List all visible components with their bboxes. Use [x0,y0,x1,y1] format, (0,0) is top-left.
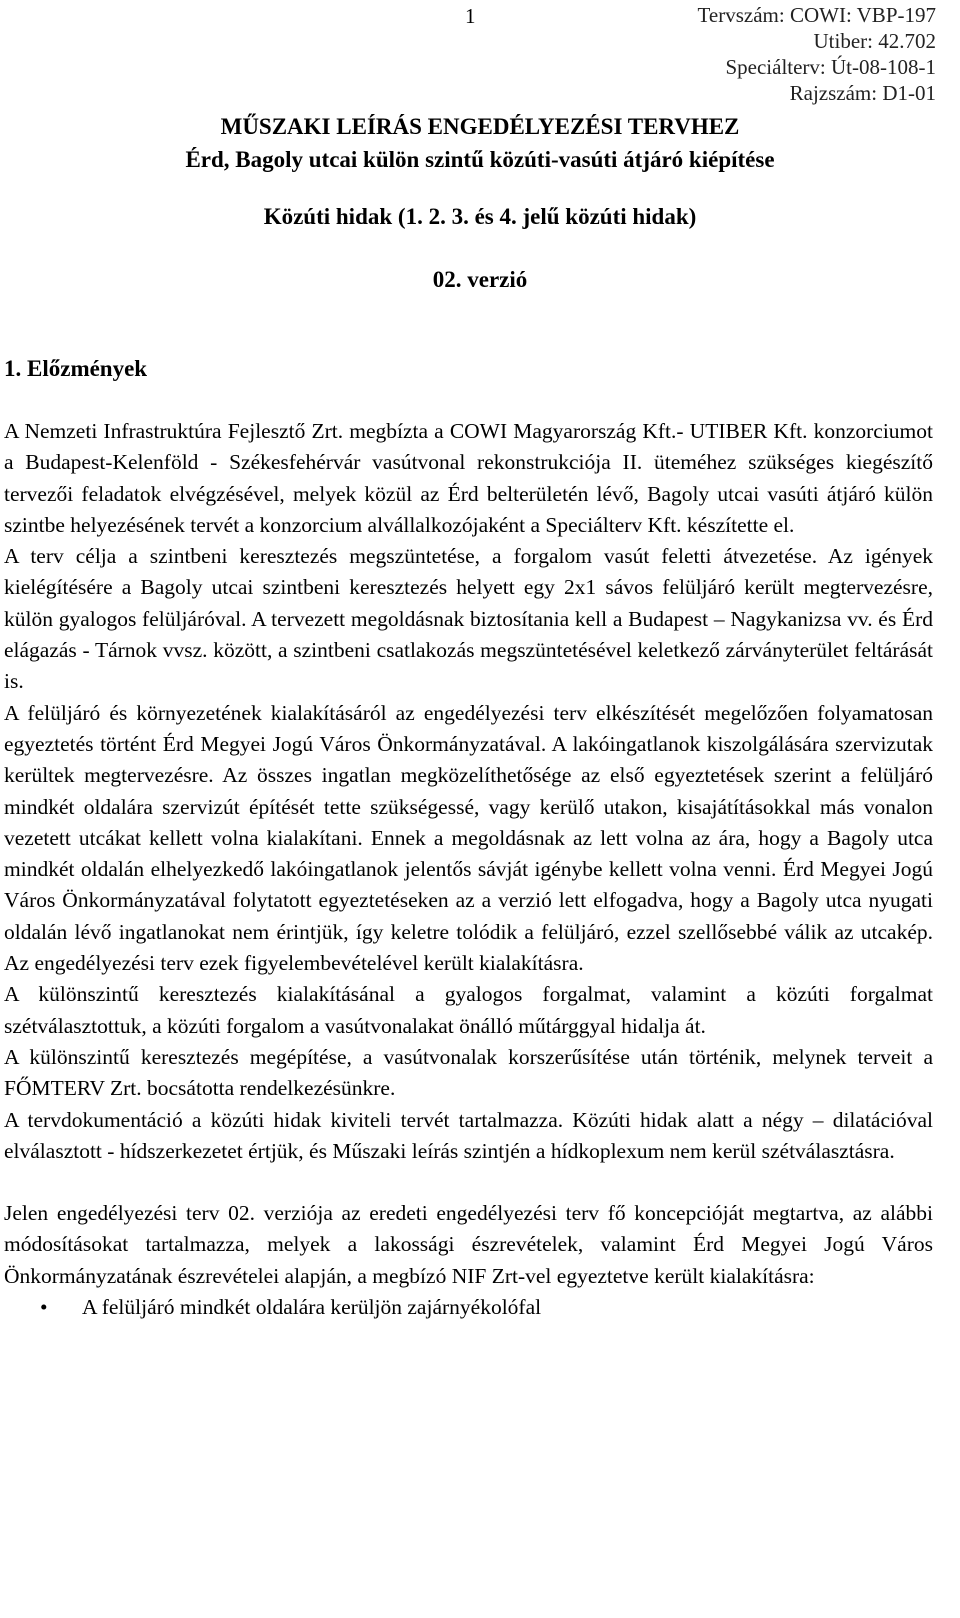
paragraph: A felüljáró és környezetének kialakításáról az engedélyezési terv elkészítését megelőzően folyamatosan egyeztetés történt Érd Megyei Jogú Város Önkormányzatával. A lakóingatlanok kiszolgálására szervizutak kerültek megtervezésre. Az összes ingatlan megközelíthetősége az első egyeztetések szerint a felüljáró mindkét oldalára szervizút építését tette szükségessé, vagy kerülő utakon, kisajátításokkal más vonalon vezetett utcákat kellett volna kialakítani. Ennek a megoldásnak az lett volna az ára, hogy a Bagoly utca mindkét oldalán elhelyezkedő lakóingatlanok jelentős sávját igénybe kellett volna venni. Érd Megyei Jogú Város Önkormányzatával folytatott egyeztetéseken az a verzió lett elfogadva, hogy a Bagoly utca nyugati oldalán lévő ingatlanokat nem érintjük, így keletre tolódik a felüljáró, ezzel szellősebbé válik az utcakép. Az engedélyezési terv ezek figyelembevételével került kialakításra. [4,700,933,976]
specialterv-number: Speciálterv: Út-08-108-1 [725,55,936,79]
list-item [4,1292,933,1323]
project-title: Érd, Bagoly utcai külön szintű közúti-vasúti átjáró kiépítése [185,147,775,172]
page-number: 1 [465,4,476,28]
utiber-number: Utiber: 42.702 [813,29,936,53]
plan-number: Tervszám: COWI: VBP-197 [697,3,936,27]
paragraph: A Nemzeti Infrastruktúra Fejlesztő Zrt. megbízta a COWI Magyarország Kft.- UTIBER Kft. konzorciumot a Budapest-Kelenföld - Székesfehérvár vasútvonal rekonstrukciója II. üteméhez szükséges kiegészítő tervezői feladatok elvégzésével, melyek közül az Érd belterületén lévő, Bagoly utcai vasúti átjáró külön szintbe helyezésének tervét a konzorcium alvállalkozójaként a Speciálterv Kft. készítette el. [4,419,933,537]
modification-list [4,1292,933,1323]
paragraph: A különszintű keresztezés megépítése, a vasútvonalak korszerűsítése után történik, melynek terveit a FŐMTERV Zrt. bocsátotta rendelkezésünkre. [4,1044,933,1101]
drawing-number: Rajzszám: D1-01 [789,81,936,105]
version-label: 02. verzió [432,267,528,292]
document-title: MŰSZAKI LEÍRÁS ENGEDÉLYEZÉSI TERVHEZ [220,114,740,139]
paragraph: Jelen engedélyezési terv 02. verziója az eredeti engedélyezési terv fő koncepcióját megtartva, az alábbi módosításokat tartalmazza, melyek a lakossági észrevételek, valamint Érd Megyei Jogú Város Önkormányzatának észrevételei alapján, a megbízó NIF Zrt-vel egyeztetve került kialakításra: [4,1201,933,1288]
paragraph: A különszintű keresztezés kialakításánal a gyalogos forgalmat, valamint a közúti forgalmat szétválasztottuk, a közúti forgalom a vasútvonalakat önálló műtárggyal hidalja át. [4,982,933,1038]
paragraph: A terv célja a szintbeni keresztezés megszüntetése, a forgalom vasút feletti átvezetése. Az igények kielégítésére a Bagoly utcai szintbeni keresztezés helyett egy 2x1 sávos felüljáró került megtervezésre, külön gyalogos felüljáróval. A tervezett megoldásnak biztosítania kell a Budapest – Nagykanizsa vv. és Érd elágazás - Tárnok vvsz. között, a szintbeni csatlakozás megszüntetésével keletkező zárványterület feltárását is. [4,544,933,694]
section-heading: 1. Előzmények [4,356,148,381]
section-body [4,416,933,1323]
subject-title: Közúti hidak (1. 2. 3. és 4. jelű közúti hidak) [263,204,697,229]
paragraph: A tervdokumentáció a közúti hidak kiviteli tervét tartalmazza. Közúti hidak alatt a négy – dilatációval elválasztott - hídszerkezetet értjük, és Műszaki leírás szintjén a hídkoplexum nem kerül szétválasztásra. [4,1107,933,1163]
bullet-icon: • [40,1295,48,1320]
list-item-text: A felüljáró mindkét oldalára kerüljön zajárnyékolófal [82,1295,542,1320]
document-metadata [698,2,936,106]
